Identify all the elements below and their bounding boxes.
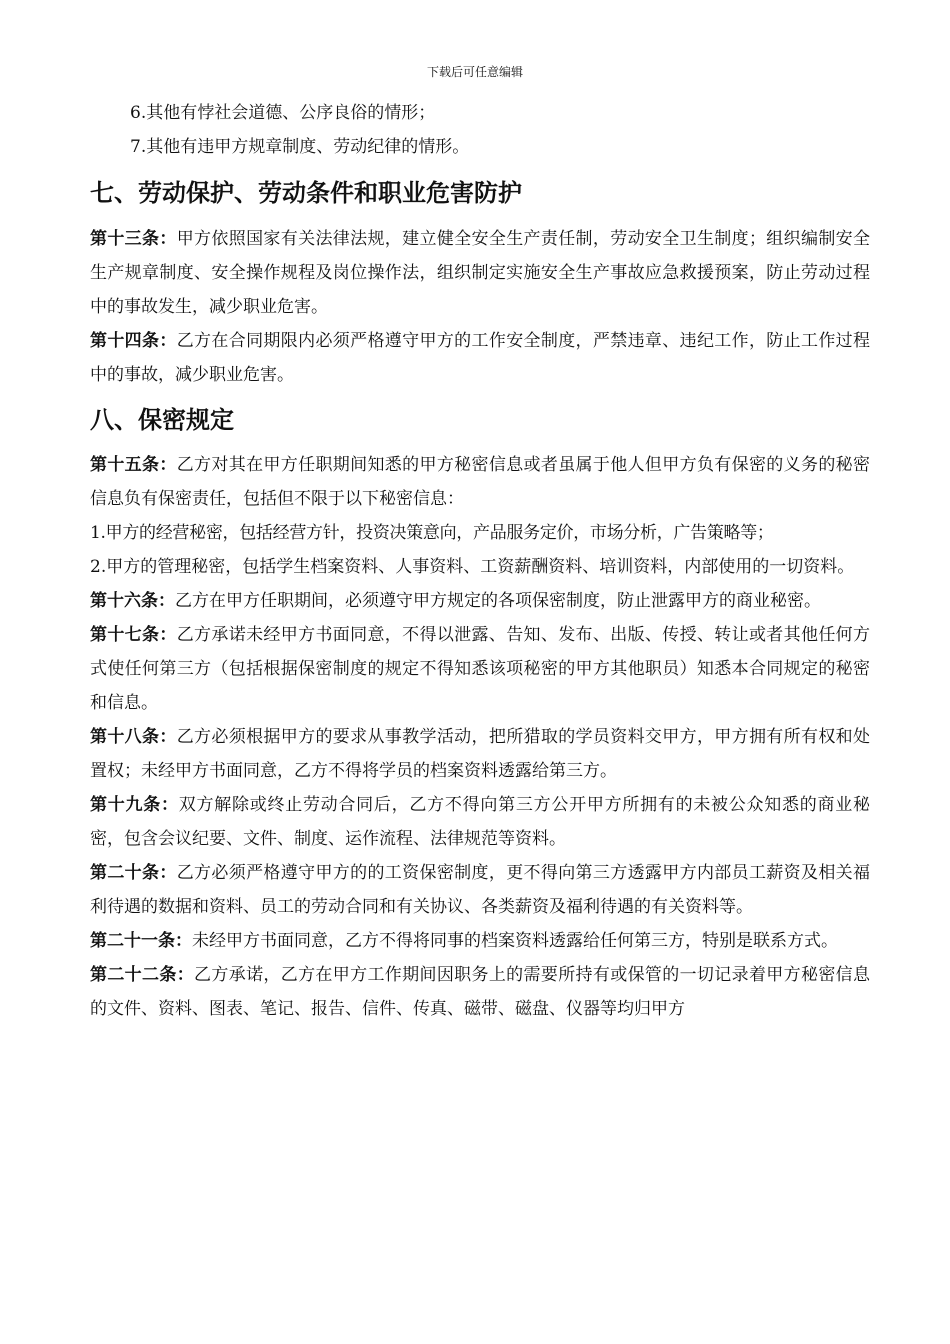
article-21 [90, 924, 870, 958]
article-text: 乙方必须严格遵守甲方的的工资保密制度，更不得向第三方透露甲方内部员工薪资及相关福利待遇的数据和资料、员工的劳动合同和有关协议、各类薪资及福利待遇的有关资料等。 [90, 863, 871, 917]
article-text: 乙方承诺未经甲方书面同意，不得以泄露、告知、发布、出版、传授、转让或者其他任何方式使任何第三方（包括根据保密制度的规定不得知悉该项秘密的甲方其他职员）知悉本合同规定的秘密和信息。 [90, 625, 871, 713]
article-15 [90, 448, 870, 516]
article-16 [90, 584, 870, 618]
article-18 [90, 720, 870, 788]
document-body [90, 96, 870, 1026]
section-heading-8: 八、保密规定 [90, 406, 234, 434]
article-label: 第二十一条： [90, 931, 192, 951]
article-text: 乙方在合同期限内必须严格遵守甲方的工作安全制度，严禁违章、违纪工作，防止工作过程中的事故，减少职业危害。 [90, 331, 871, 385]
list-item: 7.其他有违甲方规章制度、劳动纪律的情形。 [130, 137, 470, 157]
article-label: 第十四条： [90, 331, 177, 351]
page-header: 下载后可任意编辑 [426, 65, 523, 79]
article-19 [90, 788, 870, 856]
article-17 [90, 618, 870, 720]
article-22 [90, 958, 870, 1026]
article-text: 乙方必须根据甲方的要求从事教学活动，把所猎取的学员资料交甲方，甲方拥有所有权和处置权；未经甲方书面同意，乙方不得将学员的档案资料透露给第三方。 [90, 727, 871, 781]
list-item: 6.其他有悖社会道德、公序良俗的情形； [130, 103, 436, 123]
article-label: 第十六条： [90, 591, 175, 611]
section-heading-7: 七、劳动保护、劳动条件和职业危害防护 [90, 179, 522, 207]
article-label: 第十七条： [90, 625, 177, 645]
list-item: 2.甲方的管理秘密，包括学生档案资料、人事资料、工资薪酬资料、培训资料，内部使用的一切资料。 [90, 557, 855, 577]
article-label: 第十三条： [90, 229, 177, 249]
article-14 [90, 324, 870, 392]
article-label: 第十九条： [90, 795, 179, 815]
article-label: 第十五条： [90, 455, 177, 475]
article-13 [90, 222, 870, 324]
article-text: 未经甲方书面同意，乙方不得将同事的档案资料透露给任何第三方，特别是联系方式。 [192, 931, 838, 951]
article-20 [90, 856, 870, 924]
article-text: 双方解除或终止劳动合同后，乙方不得向第三方公开甲方所拥有的未被公众知悉的商业秘密，包含会议纪要、文件、制度、运作流程、法律规范等资料。 [90, 795, 871, 849]
article-text: 乙方承诺，乙方在甲方工作期间因职务上的需要所持有或保管的一切记录着甲方秘密信息的文件、资料、图表、笔记、报告、信件、传真、磁带、磁盘、仪器等均归甲方 [90, 965, 870, 1019]
article-text: 乙方对其在甲方任职期间知悉的甲方秘密信息或者虽属于他人但甲方负有保密的义务的秘密信息负有保密责任，包括但不限于以下秘密信息： [90, 455, 871, 509]
article-label: 第二十二条： [90, 965, 195, 985]
article-label: 第二十条： [90, 863, 177, 883]
article-text: 乙方在甲方任职期间，必须遵守甲方规定的各项保密制度，防止泄露甲方的商业秘密。 [175, 591, 821, 611]
article-label: 第十八条： [90, 727, 177, 747]
list-item: 1.甲方的经营秘密，包括经营方针，投资决策意向，产品服务定价，市场分析，广告策略等； [90, 523, 774, 543]
article-text: 甲方依照国家有关法律法规，建立健全安全生产责任制，劳动安全卫生制度；组织编制安全生产规章制度、安全操作规程及岗位操作法，组织制定实施安全生产事故应急救援预案，防止劳动过程中的事故发生，减少职业危害。 [90, 229, 871, 317]
